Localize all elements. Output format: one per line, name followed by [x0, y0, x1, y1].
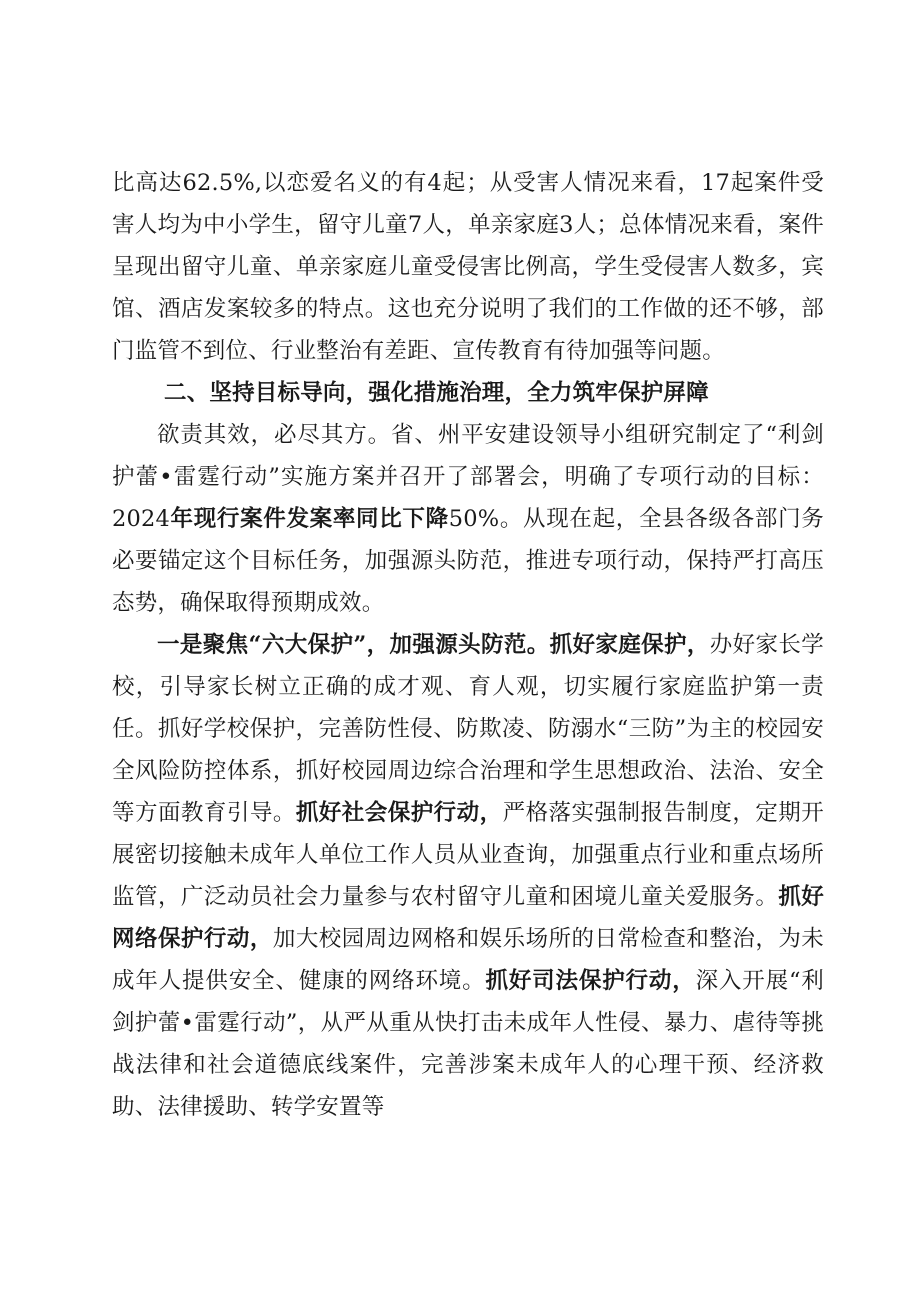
bold-text-span: 抓好司法保护行动，	[485, 968, 696, 994]
bold-text-span: 抓好家庭保护，	[549, 632, 710, 658]
bold-text-span: 抓好社会保护行动，	[295, 800, 503, 826]
paragraph-action-goal	[112, 414, 824, 624]
heading-text: 二、坚持目标导向，强化措施治理，全力筑牢保护屏障	[164, 380, 709, 406]
bold-text-span: 年现行案件发案率同比下降	[170, 506, 449, 532]
paragraph-six-protections	[112, 624, 824, 1128]
text-span: 欲责其效，必尽其方。省、州平安建设领导小组研究制定了“利剑护蕾•雷霆行动”实施方案并召开了部署会，明确了专项行动的目标：2024	[112, 422, 824, 532]
section-heading-two	[112, 372, 824, 414]
bold-text-span: 抓好网络保护行动，	[112, 884, 824, 952]
paragraph-case-statistics	[112, 162, 824, 372]
text-span: 加大校园周边网格和娱乐场所的日常检查和整治，为未成年人提供安全、健康的网络环境。	[112, 926, 824, 994]
text-span: 深入开展“利剑护蕾•雷霆行动”，从严从重从快打击未成年人性侵、暴力、虐待等挑战法律和社会道德底线案件，完善涉案未成年人的心理干预、经济救助、法律援助、转学安置等	[112, 968, 824, 1120]
text-span: 比高达62.5%,以恋爱名义的有4起；从受害人情况来看，17起案件受害人均为中小学生，留守儿童7人，单亲家庭3人；总体情况来看，案件呈现出留守儿童、单亲家庭儿童受侵害比例高，学生受侵害人数多，宾馆、酒店发案较多的特点。这也充分说明了我们的工作做的还不够，部门监管不到位、行业整治有差距、宣传教育有待加强等问题。	[112, 170, 824, 364]
text-span: 严格落实强制报告制度，定期开展密切接触未成年人单位工作人员从业查询，加强重点行业和重点场所监管，广泛动员社会力量参与农村留守儿童和困境儿童关爱服务。	[112, 800, 824, 910]
bold-text-span: 一是聚焦“六大保护”，加强源头防范。	[157, 632, 550, 658]
document-page	[112, 162, 824, 1128]
text-span: 50%。从现在起，全县各级各部门务必要锚定这个目标任务，加强源头防范，推进专项行动，保持严打高压态势，确保取得预期成效。	[112, 506, 824, 616]
text-span: 办好家长学校，引导家长树立正确的成才观、育人观，切实履行家庭监护第一责任。抓好学校保护，完善防性侵、防欺凌、防溺水“三防”为主的校园安全风险防控体系，抓好校园周边综合治理和学生思想政治、法治、安全等方面教育引导。	[112, 632, 824, 826]
